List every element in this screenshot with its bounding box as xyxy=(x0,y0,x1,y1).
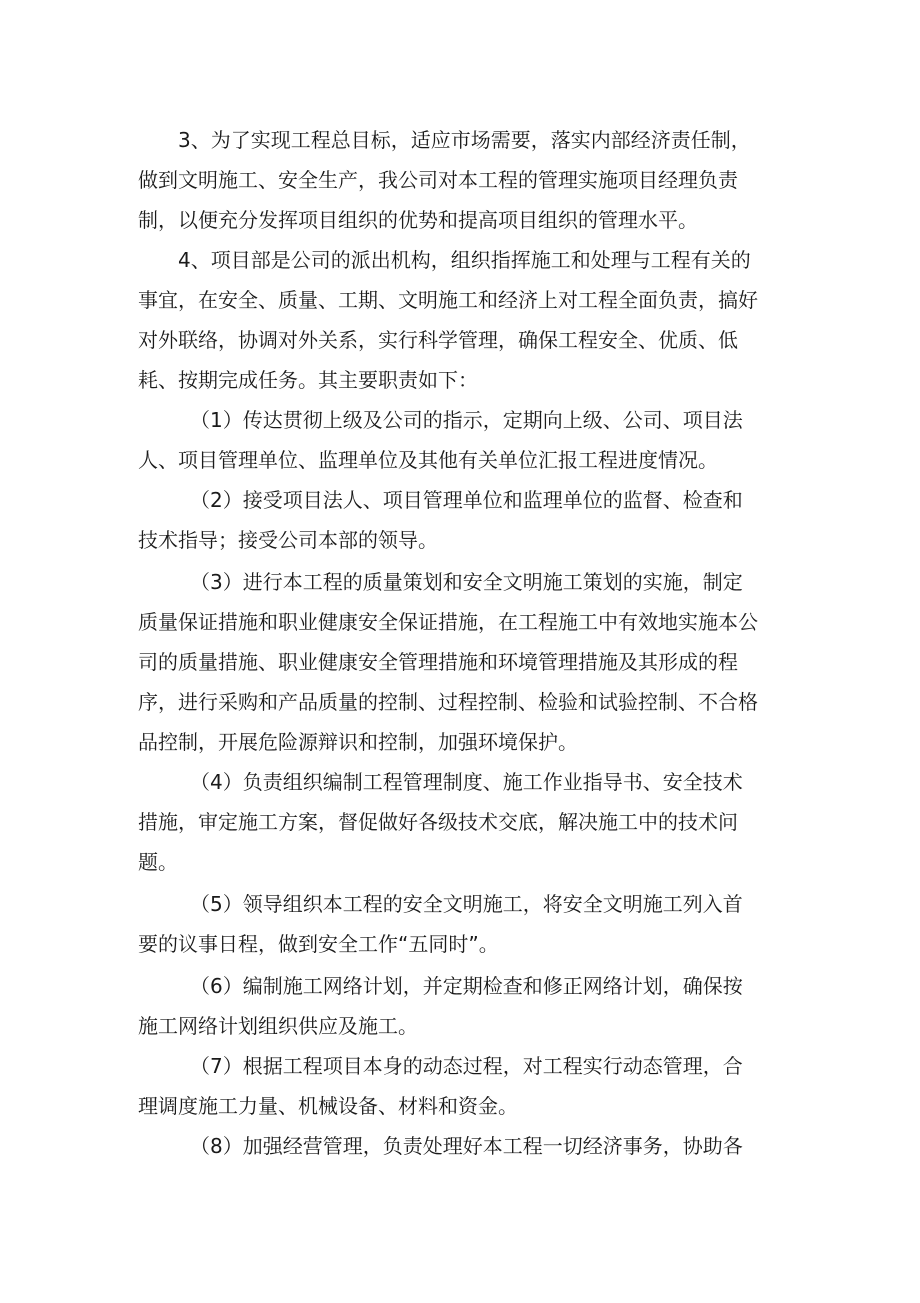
duty-item-3: （3）进行本工程的质量策划和安全文明施工策划的实施，制定质量保证措施和职业健康安全保证措施，在工程施工中有效地实施本公司的质量措施、职业健康安全管理措施和环境管理措施及其形成的程序，进行采购和产品质量的控制、过程控制、检验和试验控制、不合格品控制，开展危险源辩识和控制，加强环境保护。 xyxy=(138,570,758,754)
duty-item-1: （1）传达贯彻上级及公司的指示，定期向上级、公司、项目法人、项目管理单位、监理单位及其他有关单位汇报工程进度情况。 xyxy=(138,408,743,472)
paragraph-3: 3、为了实现工程总目标，适应市场需要，落实内部经济责任制，做到文明施工、安全生产，我公司对本工程的管理实施项目经理负责制，以便充分发挥项目组织的优势和提高项目组织的管理水平。 xyxy=(138,128,751,232)
duty-item-5: （5）领导组织本工程的安全文明施工，将安全文明施工列入首要的议事日程，做到安全工作“五同时”。 xyxy=(138,892,743,956)
duty-item-6: （6）编制施工网络计划，并定期检查和修正网络计划，确保按施工网络计划组织供应及施工。 xyxy=(138,974,743,1038)
duty-item-4: （4）负责组织编制工程管理制度、施工作业指导书、安全技术措施，审定施工方案，督促做好各级技术交底，解决施工中的技术问题。 xyxy=(138,770,743,874)
duty-item-7: （7）根据工程项目本身的动态过程，对工程实行动态管理，合理调度施工力量、机械设备、材料和资金。 xyxy=(138,1054,743,1118)
duty-item-2: （2）接受项目法人、项目管理单位和监理单位的监督、检查和技术指导；接受公司本部的领导。 xyxy=(138,488,743,552)
duty-item-8: （8）加强经营管理，负责处理好本工程一切经济事务，协助各 xyxy=(190,1134,743,1158)
paragraph-4: 4、项目部是公司的派出机构，组织指挥施工和处理与工程有关的事宜，在安全、质量、工期、文明施工和经济上对工程全面负责，搞好对外联络，协调对外关系，实行科学管理，确保工程安全、优质、低耗、按期完成任务。其主要职责如下： xyxy=(138,248,758,392)
